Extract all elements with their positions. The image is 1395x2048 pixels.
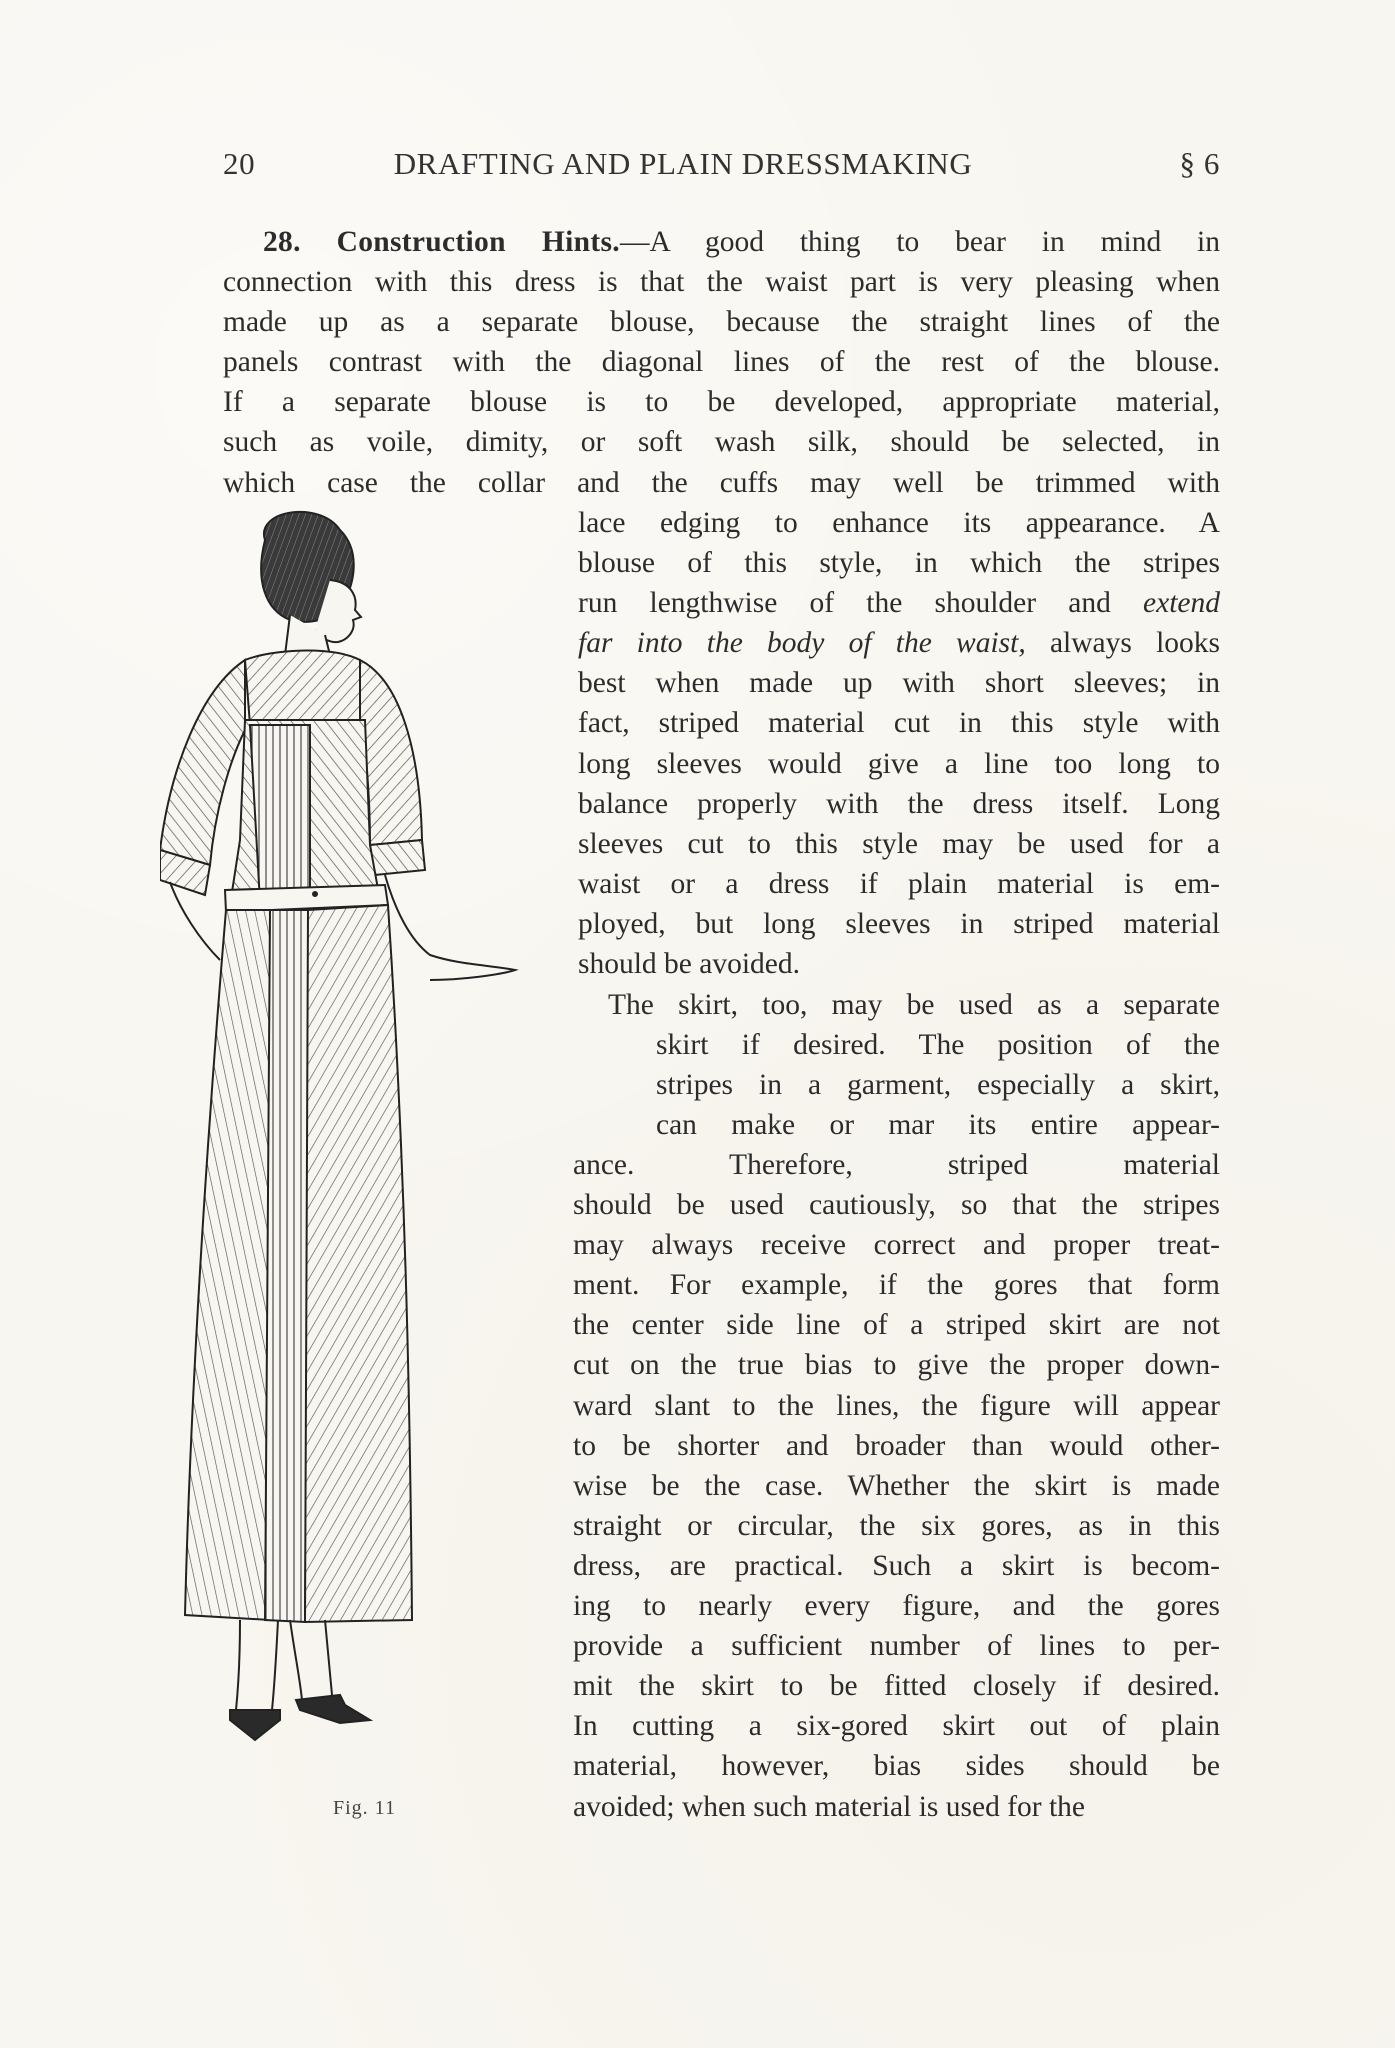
figure-caption: Fig. 11 [333,1797,396,1819]
paragraph-line [573,1145,1220,1185]
skirt-paragraph-body [573,1145,1220,1827]
paragraph-line: wise be the case. Whether the skirt is made [573,1469,1220,1502]
paragraph-line [223,222,1220,262]
paragraph-line: ployed, but long sleeves in striped material [578,907,1220,940]
skirt-paragraph-first-line [578,985,1220,1025]
paragraph-line: ing to nearly every figure, and the gores [573,1590,1220,1623]
paragraph-line: balance properly with the dress itself. Long [578,787,1220,820]
paragraph-line: cut on the true bias to give the proper down- [573,1349,1220,1382]
paragraph-line: should be used cautiously, so that the stripes [573,1189,1220,1222]
paragraph-line: skirt if desired. The position of the [656,1029,1220,1061]
section-number: 28. [263,226,301,258]
paragraph-line: mit the skirt to be fitted closely if desired. [573,1670,1220,1703]
paragraph-line: panels contrast with the diagonal lines of the rest of the blouse. [223,346,1220,379]
paragraph-line: best when made up with short sleeves; in [578,667,1220,700]
paragraph-line-text: —A good thing to bear in mind in [619,226,1220,258]
section-mark: § 6 [1179,146,1220,181]
paragraph-line: blouse of this style, in which the stripes [578,547,1220,580]
paragraph-line: may always receive correct and proper treat- [573,1229,1220,1262]
paragraph-line: avoided; when such material is used for the [573,1790,1086,1823]
paragraph-line: connection with this dress is that the waist part is very pleasing when [223,266,1220,299]
dress-illustration [160,510,570,1790]
paragraph-line: provide a sufficient number of lines to per- [573,1630,1220,1663]
paragraph-line: lace edging to enhance its appearance. A [578,507,1220,539]
paragraph-line: straight or circular, the six gores, as in this [573,1509,1220,1542]
paragraph-line: stripes in a garment, especially a skirt, [656,1069,1220,1102]
paragraph-line [578,623,1220,663]
paragraph-line: If a separate blouse is to be developed, appropriate material, [223,386,1220,419]
paragraph-line: sleeves cut to this style may be used for a [578,827,1220,860]
paragraph-line: should be avoided. [578,948,801,981]
paragraph-line [578,583,1220,623]
paragraph-line: ment. For example, if the gores that form [573,1269,1220,1302]
page-header [223,146,1220,186]
paragraph-line: ward slant to the lines, the figure will appear [573,1389,1220,1422]
running-title: DRAFTING AND PLAIN DRESSMAKING [393,146,973,181]
paragraph-line: dress, are practical. Such a skirt is becom- [573,1549,1220,1582]
paragraph-line: to be shorter and broader than would other- [573,1429,1220,1462]
paragraph-line-text: run lengthwise of the shoulder and [578,587,1111,620]
paragraph-line-text: ance. Therefore, striped material [573,1149,1220,1181]
paragraph-line: which case the collar and the cuffs may well be trimmed with [223,466,1220,499]
paragraph-line: material, however, bias sides should be [573,1750,1220,1783]
paragraph-line: waist or a dress if plain material is em- [578,867,1220,900]
paragraph-line: such as voile, dimity, or soft wash silk, should be selected, in [223,426,1220,459]
paragraph-line [578,985,1220,1025]
section-heading: Construction Hints. [336,226,620,258]
paragraph-line: the center side line of a striped skirt are not [573,1309,1220,1342]
paragraph-line-text: always looks [1049,627,1220,660]
page-number: 20 [223,146,256,181]
paragraph-line: In cutting a six-gored skirt out of plain [573,1710,1220,1743]
italic-text: extend [1143,587,1220,620]
skirt-paragraph-indented [656,1025,1220,1145]
side-paragraph [578,503,1220,984]
italic-text: far into the body of the waist, [578,627,1026,660]
paragraph-line: made up as a separate blouse, because the straight lines of the [223,306,1220,339]
top-paragraph [223,222,1220,503]
paragraph-line: can make or mar its entire appear- [656,1109,1220,1142]
paragraph-line-text: The skirt, too, may be used as a separate [608,989,1220,1021]
paragraph-line: fact, striped material cut in this style with [578,707,1220,740]
woman-in-striped-dress-figure [160,510,570,1790]
paragraph-line: long sleeves would give a line too long to [578,747,1220,780]
